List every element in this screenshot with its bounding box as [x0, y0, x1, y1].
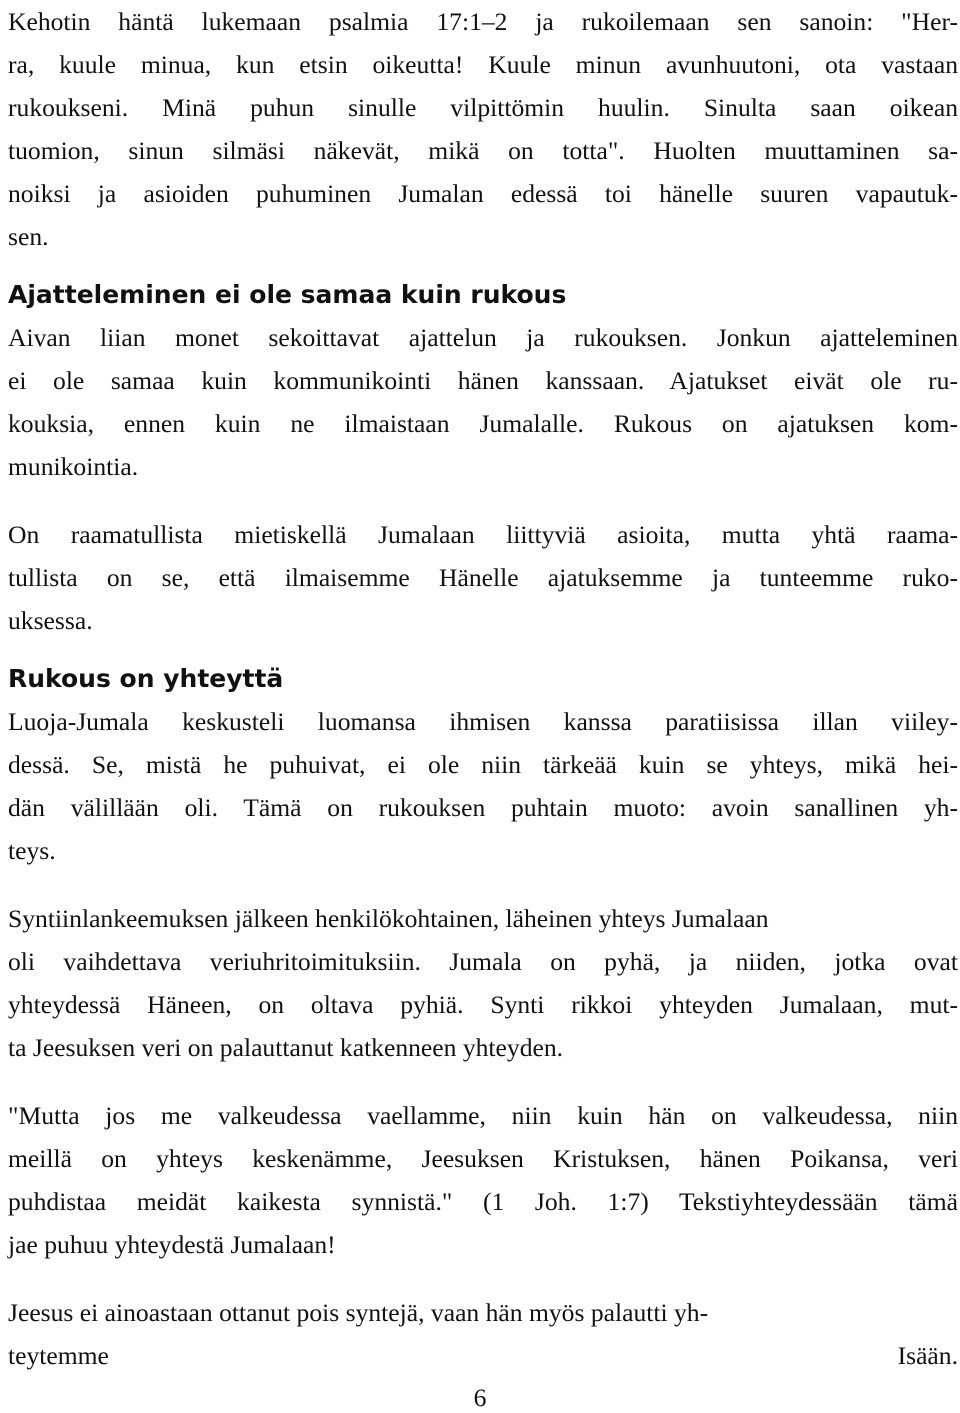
page-number: 6 [473, 1383, 487, 1412]
text-line: Jeesus ei ainoastaan ottanut pois syntejä, vaan hän myös palautti yh- [8, 1298, 709, 1327]
text-line: jae puhuu yhteydestä Jumalaan! [8, 1230, 336, 1259]
text-line: kouksia, ennen kuin ne ilmaistaan Jumalalle. Rukous on ajatuksen kom- [8, 409, 958, 438]
section-heading-thinking: Ajatteleminen ei ole samaa kuin rukous [8, 280, 567, 309]
text-line: tullista on se, että ilmaisemme Hänelle ajatuksemme ja tunteemme ruko- [8, 563, 958, 592]
text-line: Aivan liian monet sekoittavat ajattelun ja rukouksen. Jonkun ajatteleminen [8, 323, 958, 352]
text-line: dessä. Se, mistä he puhuivat, ei ole niin tärkeää kuin se yhteys, mikä hei- [8, 750, 958, 779]
text-line: ei ole samaa kuin kommunikointi hänen kanssaan. Ajatukset eivät ole ru- [8, 366, 958, 395]
text-line: teys. [8, 836, 56, 865]
text-fragment: teytemme [8, 1341, 109, 1370]
text-line: uksessa. [8, 606, 93, 635]
paragraph-psalm [8, 0, 958, 258]
text-line: Kehotin häntä lukemaan psalmia 17:1–2 ja rukoilemaan sen sanoin: "Her- [8, 7, 958, 36]
text-line: sen. [8, 222, 49, 251]
text-line: oli vaihdettava veriuhritoimituksiin. Jumala on pyhä, ja niiden, jotka ovat [8, 947, 958, 976]
paragraph-thinking [8, 316, 958, 488]
text-line: ta Jeesuksen veri on palauttanut katkenneen yhteyden. [8, 1033, 564, 1062]
paragraph-biblical [8, 513, 958, 642]
text-fragment: Isään. [897, 1341, 958, 1370]
text-line: Luoja-Jumala keskusteli luomansa ihmisen kanssa paratiisissa illan viiley- [8, 707, 958, 736]
text-line: On raamatullista mietiskellä Jumalaan liittyviä asioita, mutta yhtä raama- [8, 520, 958, 549]
text-line: dän välillään oli. Tämä on rukouksen puhtain muoto: avoin sanallinen yh- [8, 793, 958, 822]
text-line: puhdistaa meidät kaikesta synnistä." (1 Joh. 1:7) Tekstiyhteydessään tämä [8, 1187, 958, 1216]
text-line: Syntiinlankeemuksen jälkeen henkilökohtainen, läheinen yhteys Jumalaan [8, 904, 769, 933]
text-line-justified [8, 1334, 958, 1377]
text-line: yhteydessä Häneen, on oltava pyhiä. Synti rikkoi yhteyden Jumalaan, mut- [8, 990, 958, 1019]
paragraph-fall [8, 897, 958, 1069]
document-page [8, 0, 958, 1377]
text-line: meillä on yhteys keskenämme, Jeesuksen Kristuksen, hänen Poikansa, veri [8, 1144, 958, 1173]
text-line: "Mutta jos me valkeudessa vaellamme, niin kuin hän on valkeudessa, niin [8, 1101, 958, 1130]
section-heading-fellowship: Rukous on yhteyttä [8, 664, 284, 693]
paragraph-creator [8, 700, 958, 872]
text-line: rukoukseni. Minä puhun sinulle vilpittömin huulin. Sinulta saan oikean [8, 93, 958, 122]
text-line: noiksi ja asioiden puhuminen Jumalan edessä toi hänelle suuren vapautuk- [8, 179, 958, 208]
paragraph-jesus [8, 1291, 958, 1377]
text-line: ra, kuule minua, kun etsin oikeutta! Kuule minun avunhuutoni, ota vastaan [8, 50, 958, 79]
text-line: munikointia. [8, 452, 139, 481]
text-line: tuomion, sinun silmäsi näkevät, mikä on totta". Huolten muuttaminen sa- [8, 136, 958, 165]
paragraph-quote [8, 1094, 958, 1266]
